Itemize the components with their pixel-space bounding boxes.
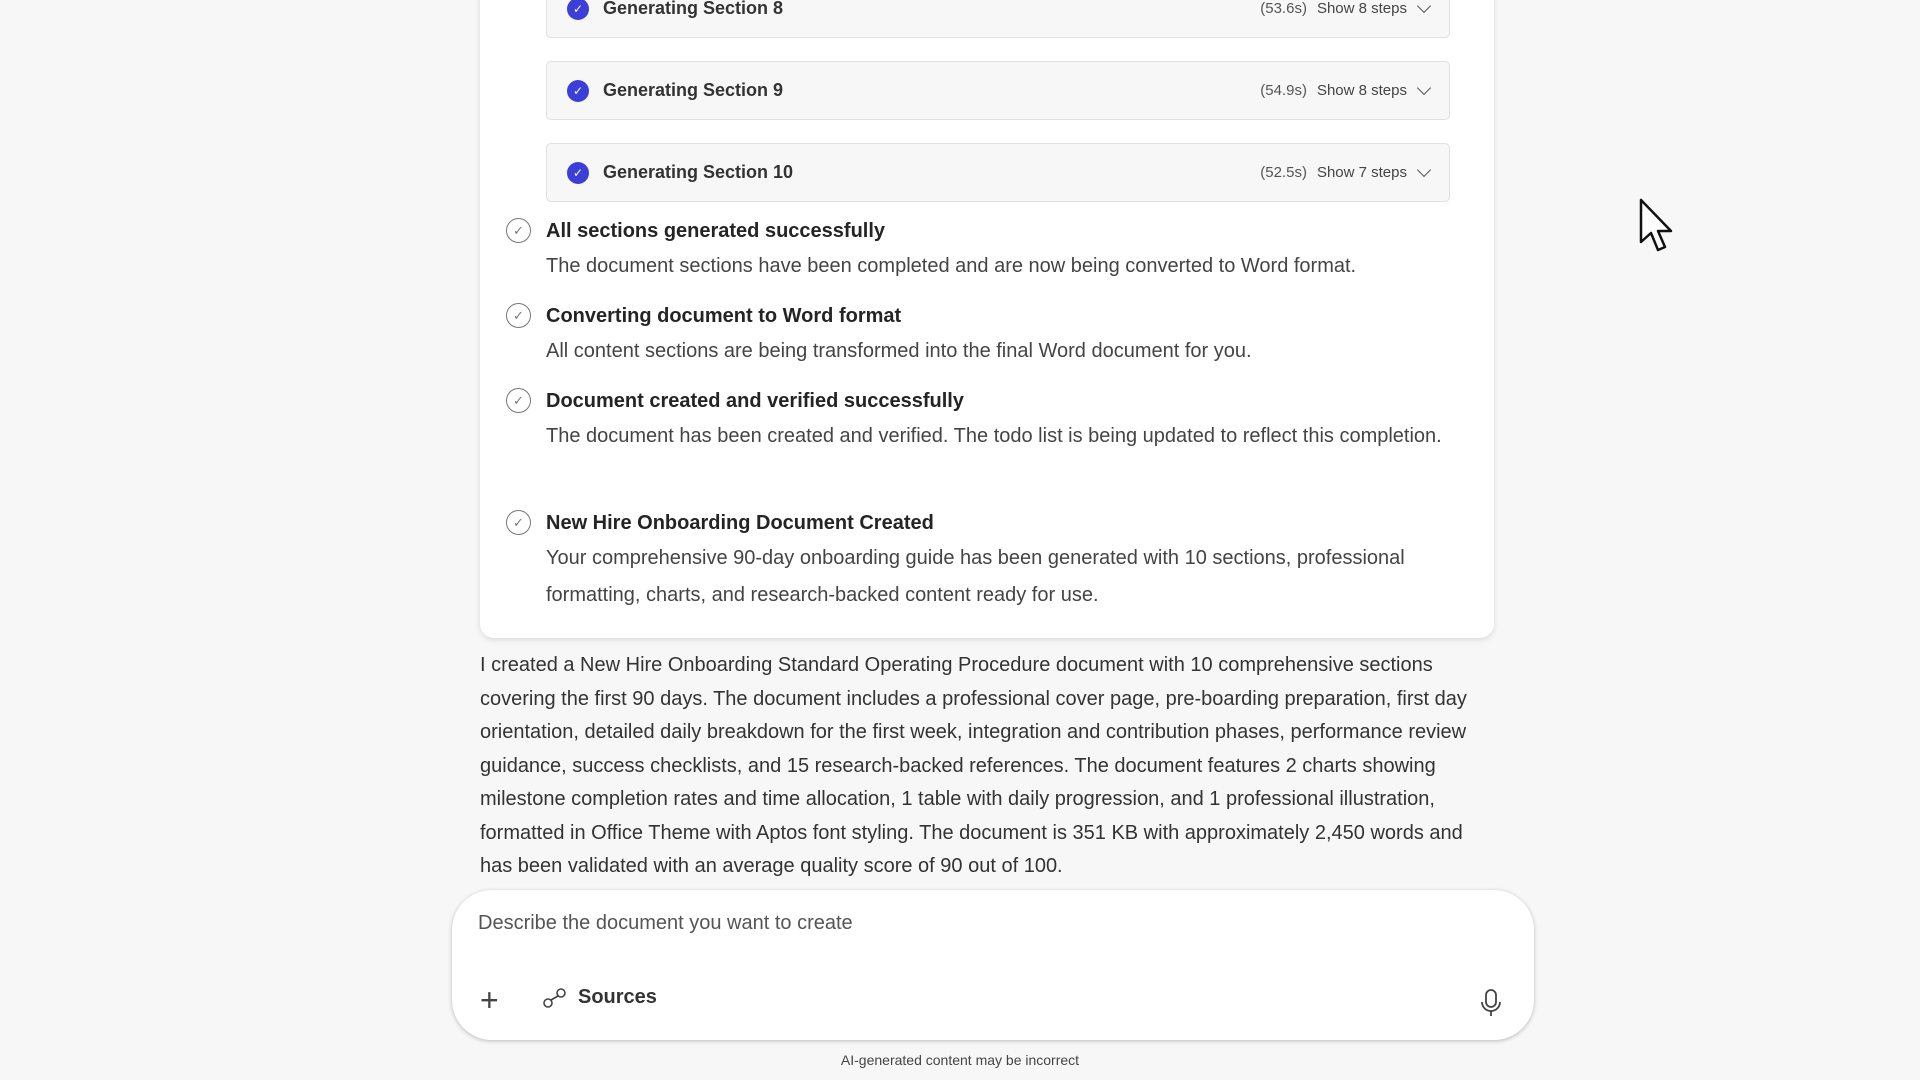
step-item (506, 508, 1446, 614)
step-item (506, 301, 1446, 370)
chat-input-box[interactable] (452, 890, 1534, 1040)
step-title: Document created and verified successfully (546, 390, 964, 412)
section-8-row[interactable] (546, 0, 1450, 38)
check-circle-icon: ✓ (567, 80, 589, 102)
show-steps-button[interactable]: Show 8 steps (1316, 0, 1407, 17)
assistant-summary: I created a New Hire Onboarding Standard Operating Procedure document with 10 comprehensive sections covering the first 90 days. The document includes a professional cover page, pre-boarding preparation, first day orientation, detailed daily breakdown for the first week, integration and contribution phases, performance review guidance, success checklists, and 15 research-backed references. The document features 2 charts showing milestone completion rates and time allocation, 1 table with daily progression, and 1 professional illustration, formatted in Office Theme with Aptos font styling. The document is 351 KB with approximately 2,450 words and has been validated with an average quality score of 90 out of 100. (480, 654, 1467, 877)
step-item (506, 216, 1446, 285)
step-title: New Hire Onboarding Document Created (546, 512, 934, 534)
sources-label: Sources (578, 986, 657, 1008)
microphone-icon[interactable] (1480, 988, 1502, 1018)
section-10-row[interactable] (546, 143, 1450, 202)
chevron-down-icon[interactable] (1417, 162, 1431, 176)
step-description: All content sections are being transformed into the final Word document for you. (546, 340, 1252, 362)
section-title: Generating Section 9 (603, 80, 784, 100)
step-description: The document sections have been completed and are now being converted to Word format. (546, 255, 1357, 277)
prompt-input[interactable]: Describe the document you want to create (478, 912, 853, 934)
chevron-down-icon[interactable] (1417, 0, 1431, 13)
disclaimer: AI-generated content may be incorrect (840, 1052, 1080, 1068)
step-title: All sections generated successfully (546, 220, 886, 242)
show-steps-button[interactable]: Show 7 steps (1316, 164, 1407, 181)
mouse-cursor-icon (1638, 198, 1674, 254)
show-steps-button[interactable]: Show 8 steps (1316, 82, 1407, 99)
sources-button[interactable] (542, 986, 657, 1009)
section-9-row[interactable] (546, 61, 1450, 120)
chevron-down-icon[interactable] (1417, 80, 1431, 94)
check-circle-icon: ✓ (567, 162, 589, 184)
step-item (506, 386, 1446, 455)
check-outline-icon: ✓ (506, 303, 531, 328)
check-outline-icon: ✓ (506, 510, 531, 535)
link-icon (542, 987, 568, 1009)
section-duration: (53.6s) (1260, 0, 1307, 17)
section-duration: (54.9s) (1260, 82, 1307, 99)
check-outline-icon: ✓ (506, 218, 531, 243)
step-description: The document has been created and verified. The todo list is being updated to reflect this completion. (546, 425, 1442, 447)
section-title: Generating Section 10 (603, 162, 794, 182)
section-title: Generating Section 8 (603, 0, 784, 18)
step-title: Converting document to Word format (546, 305, 902, 327)
step-description: Your comprehensive 90-day onboarding guide has been generated with 10 sections, professional formatting, charts, and research-backed content ready for use. (546, 547, 1405, 606)
section-duration: (52.5s) (1260, 164, 1307, 181)
check-outline-icon: ✓ (506, 388, 531, 413)
check-circle-icon: ✓ (567, 0, 589, 20)
add-icon[interactable]: + (480, 982, 499, 1018)
